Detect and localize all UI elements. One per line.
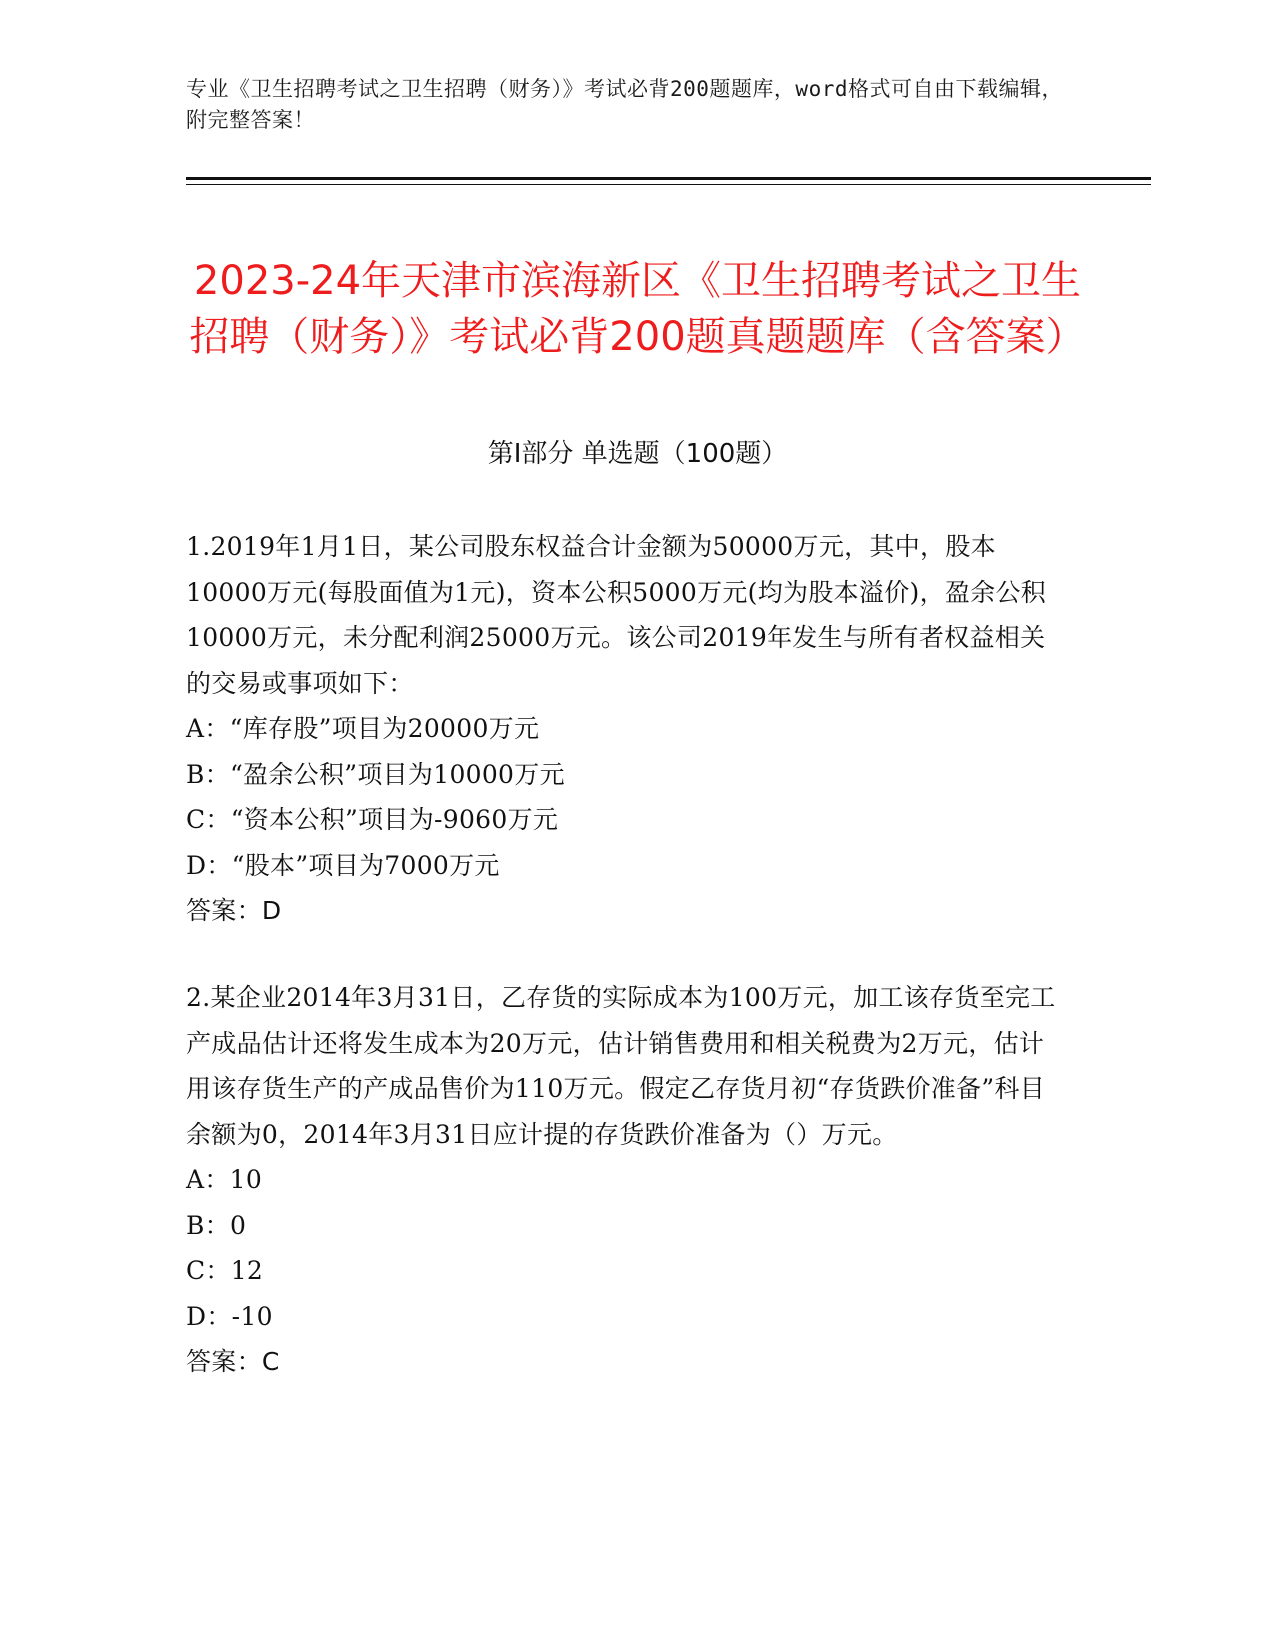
header-divider-thick: [186, 177, 1151, 180]
option-b: B：“盈余公积”项目为10000万元: [186, 759, 565, 789]
document-title: 2023-24年天津市滨海新区《卫生招聘考试之卫生招聘（财务）》考试必背200题真题题库（含答案）: [189, 257, 1086, 360]
question-stem: 1.2019年1月1日，某公司股东权益合计金额为50000万元，其中，股本10000万元(每股面值为1元)，资本公积5000万元(均为股本溢价)，盈余公积10000万元，未分配利润25000万元。该公司2019年发生与所有者权益相关的交易或事项如下：: [186, 532, 1047, 698]
header-divider-thin: [186, 184, 1151, 185]
option-c: C：“资本公积”项目为-9060万元: [186, 805, 559, 834]
option-b: B：0: [186, 1210, 247, 1240]
answer-label: 答案：C: [186, 1347, 280, 1376]
option-d: D：-10: [186, 1301, 273, 1331]
option-c: C：12: [186, 1256, 264, 1285]
section-heading: 第Ⅰ部分 单选题（100题）: [487, 439, 788, 469]
header-note: 专业《卫生招聘考试之卫生招聘（财务）》考试必背200题题库，word格式可自由下载编辑，附完整答案！: [186, 77, 1063, 132]
answer-label: 答案：D: [186, 896, 282, 925]
option-d: D：“股本”项目为7000万元: [186, 850, 500, 880]
option-a: A：“库存股”项目为20000万元: [186, 714, 540, 743]
option-a: A：10: [186, 1165, 263, 1194]
question-2: [186, 975, 1066, 1385]
question-stem: 2.某企业2014年3月31日，乙存货的实际成本为100万元，加工该存货至完工产成品估计还将发生成本为20万元，估计销售费用和相关税费为2万元，估计用该存货生产的产成品售价为110万元。假定乙存货月初“存货跌价准备”科目余额为0，2014年3月31日应计提的存货跌价准备为（）万元。: [186, 983, 1056, 1149]
question-1: [186, 524, 1066, 934]
